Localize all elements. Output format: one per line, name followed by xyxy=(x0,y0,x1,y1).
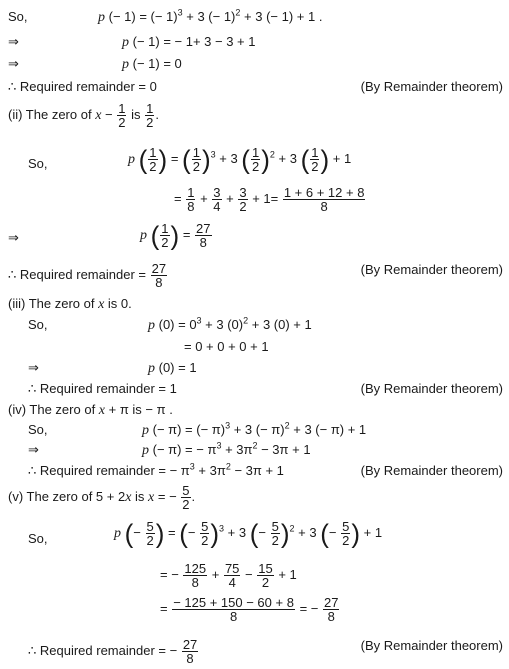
remainder-v: ∴ Required remainder = − $\frac{27}{8}$ xyxy=(28,637,198,666)
equation-i-2: p (− 1) = − 1+ 3 − 3 + 1 xyxy=(122,34,256,50)
equation-ii-1: p ( $\frac{1}{2}$ ) = ( $\frac{1}{2}$ )$^3$ + 3 ( $\frac{1}{2}$ )$^2$ + 3 ( $\frac{1}{2}$ ) + 1 xyxy=(128,144,352,175)
heading-iii: (iii) The zero of x is 0. xyxy=(8,296,132,312)
remainder-ii xyxy=(8,262,168,289)
remainder-label: ∴ Required remainder = xyxy=(28,642,166,658)
implies-arrow: ⇒ xyxy=(8,230,19,245)
equation-i-3: p (− 1) = 0 xyxy=(122,56,182,72)
remainder-iii xyxy=(28,381,177,397)
equation-iv-2: p (− π) = − $\pi^3 + 3\pi^2 - 3\pi + 1$ xyxy=(142,440,311,458)
part-label: (iv) xyxy=(8,402,27,417)
remainder-value: $\frac{27}{8}$ xyxy=(182,637,198,666)
so-label: So, xyxy=(8,9,28,24)
so-label: So, xyxy=(28,422,48,437)
equation-iii-2: = 0 + 0 + 0 + 1 xyxy=(184,339,269,354)
heading-ii: (ii) The zero of x − $\frac{1}{2}$ is $\frac{1}{2}$ . xyxy=(8,101,159,130)
equation-ii-3: p ( $\frac{1}{2}$ ) = $\frac{27}{8}$ xyxy=(140,220,211,251)
implies-arrow: ⇒ xyxy=(8,56,19,71)
equation-v-1: p (− $\frac{5}{2}$ ) = (− $\frac{5}{2}$ )$^3$ + 3 (− $\frac{5}{2}$ )$^2$ + 3 (− $\frac{5}{2}$ ) + 1 xyxy=(114,518,383,549)
equation-iii-1: p $(0) = 0^3 + 3$ $(0)^2 + 3$ (0) + 1 xyxy=(148,315,312,333)
implies-arrow: ⇒ xyxy=(28,360,39,375)
heading-iv: (iv) The zero of x + π is − π . xyxy=(8,402,173,418)
theorem-note: (By Remainder theorem) xyxy=(360,262,503,277)
remainder-value: 1 xyxy=(169,381,177,396)
theorem-note: (By Remainder theorem) xyxy=(360,638,503,653)
equation-v-3: = $\frac{- 125 + 150 - 60 + 8}{8}$ = − $\frac{27}{8}$ xyxy=(160,595,339,624)
equation-ii-2: = $\frac{1}{8}$ + $\frac{3}{4}$ + $\frac{3}{2}$ + 1= $\frac{1 + 6 + 12 + 8}{8}$ xyxy=(174,185,365,214)
implies-arrow: ⇒ xyxy=(8,34,19,49)
remainder-value: 0 xyxy=(149,79,157,94)
theorem-note: (By Remainder theorem) xyxy=(360,463,503,478)
remainder-label: ∴ Required remainder = xyxy=(28,463,166,478)
remainder-label: ∴ Required remainder = xyxy=(28,381,166,396)
equation-iv-1: p (− π) = (− π)$^3$ + 3 (− π)$^2$ + 3 (− π) + 1 xyxy=(142,420,367,438)
so-label: So, xyxy=(28,317,48,332)
remainder-label: ∴ Required remainder = xyxy=(8,266,146,282)
so-label: So, xyxy=(28,156,48,171)
so-label: So, xyxy=(28,531,48,546)
part-label: (v) xyxy=(8,488,24,504)
equation-iii-3: p (0) = 1 xyxy=(148,360,197,376)
remainder-iv: ∴ Required remainder = − $\pi^3 + 3\pi^2 - 3\pi + 1$ xyxy=(28,461,284,478)
theorem-note: (By Remainder theorem) xyxy=(360,79,503,94)
remainder-value: $\frac{27}{8}$ xyxy=(151,261,167,290)
remainder-label: ∴ Required remainder = xyxy=(8,79,146,94)
equation-v-2: = − $\frac{125}{8}$ + $\frac{75}{4}$ − $\frac{15}{2}$ + 1 xyxy=(160,561,297,590)
heading-v: (v) The zero of 5 + 2x is x = − $\frac{5}{2}$ . xyxy=(8,483,196,512)
remainder-i xyxy=(8,79,157,95)
part-label: (iii) xyxy=(8,296,26,311)
theorem-note: (By Remainder theorem) xyxy=(360,381,503,396)
equation-i-1: p (− 1) = (− 1)$^3$ + 3 (− 1)$^2$ + 3 (− 1) + 1 . xyxy=(98,7,323,25)
implies-arrow: ⇒ xyxy=(28,442,39,457)
